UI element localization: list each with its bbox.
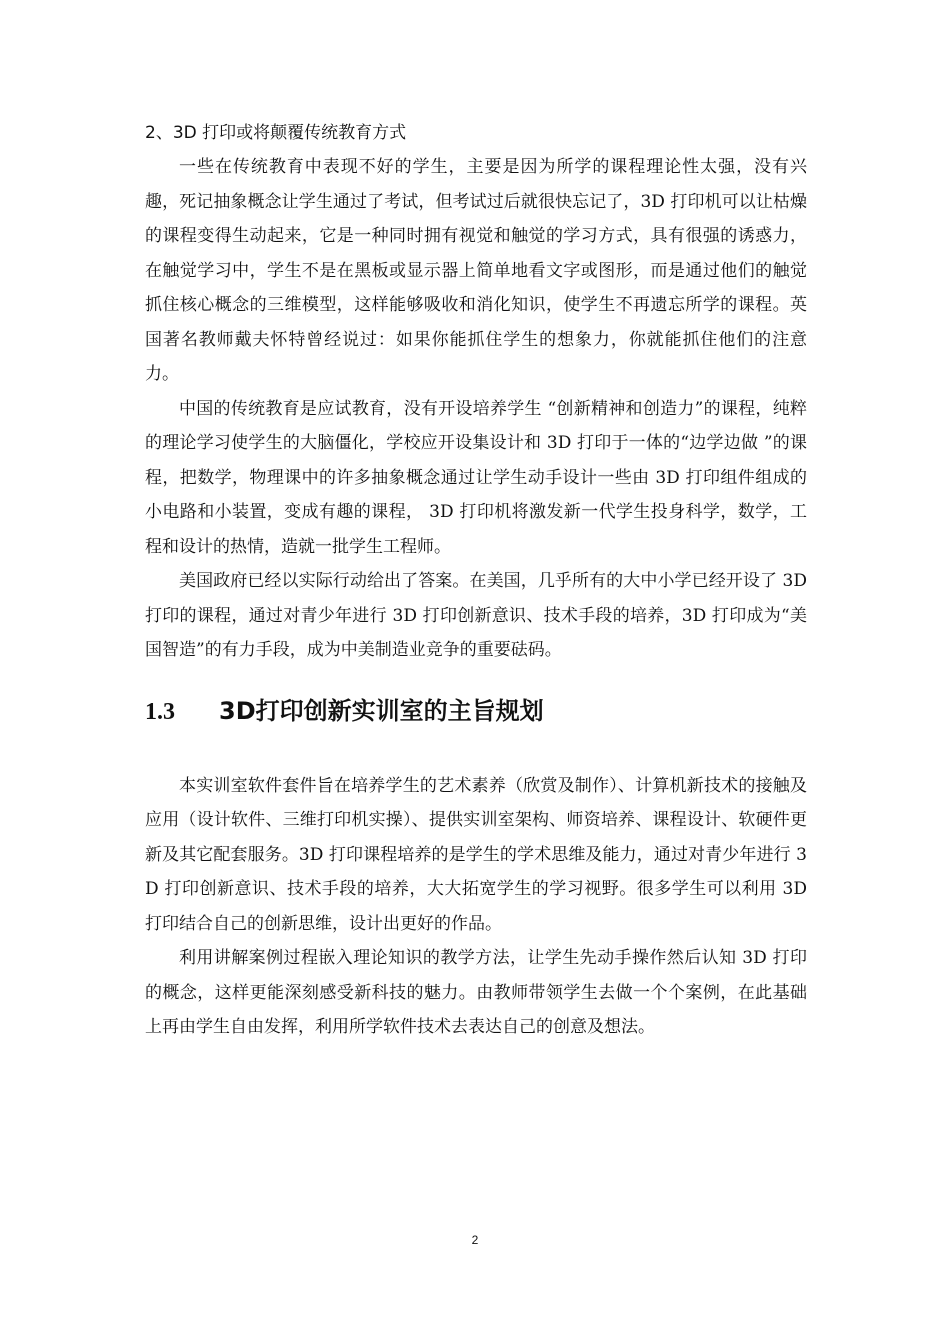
paragraph-traditional-education: 一些在传统教育中表现不好的学生，主要是因为所学的课程理论性太强，没有兴趣，死记抽象概念让学生通过了考试，但考试过后就很快忘记了，3D 打印机可以让枯燥的课程变得生动起来，它是一种同时拥有视觉和触觉的学习方式，具有很强的诱惑力，在触觉学习中，学生不是在黑板或显示器上简单地看文字或图形，而是通过他们的触觉抓住核心概念的三维模型，这样能够吸收和消化知识，使学生不再遗忘所学的课程。英国著名教师戴夫怀特曾经说过：如果你能抓住学生的想象力，你就能抓住他们的注意力。: [145, 157, 807, 384]
section-heading: [145, 696, 807, 727]
section-title-text: 3D打印创新实训室的主旨规划: [219, 696, 544, 725]
paragraph-us-example: 美国政府已经以实际行动给出了答案。在美国，几乎所有的大中小学已经开设了 3D 打印的课程，通过对青少年进行 3D 打印创新意识、技术手段的培养，3D 打印成为“美国智造”的有力手段，成为中美制造业竞争的重要砝码。: [145, 571, 807, 660]
paragraph-china-education: 中国的传统教育是应试教育，没有开设培养学生 “创新精神和创造力”的课程，纯粹的理论学习使学生的大脑僵化，学校应开设集设计和 3D 打印于一体的“边学边做 ”的课程，把数学，物理课中的许多抽象概念通过让学生动手设计一些由 3D 打印组件组成的小电路和小装置，变成有趣的课程， 3D 打印机将激发新一代学生投身科学，数学，工程和设计的热情，造就一批学生工程师。: [145, 398, 807, 557]
section-number: 1.3: [145, 698, 175, 725]
paragraph-lab-software: 本实训室软件套件旨在培养学生的艺术素养（欣赏及制作）、计算机新技术的接触及应用（设计软件、三维打印机实操）、提供实训室架构、师资培养、课程设计、软硬件更新及其它配套服务。3D 打印课程培养的是学生的学术思维及能力，通过对青少年进行 3D 打印创新意识、技术手段的培养，大大拓宽学生的学习视野。很多学生可以利用 3D 打印结合自己的创新思维，设计出更好的作品。: [145, 775, 807, 934]
subsection-heading: 2、3D 打印或将颠覆传统教育方式: [145, 123, 407, 143]
paragraph-teaching-method: 利用讲解案例过程嵌入理论知识的教学方法，让学生先动手操作然后认知 3D 打印的概念，这样更能深刻感受新科技的魅力。由教师带领学生去做一个个案例，在此基础上再由学生自由发挥，利用所学软件技术去表达自己的创意及想法。: [145, 948, 807, 1037]
page-number: 2: [471, 1233, 479, 1247]
page-content: [145, 118, 807, 1045]
